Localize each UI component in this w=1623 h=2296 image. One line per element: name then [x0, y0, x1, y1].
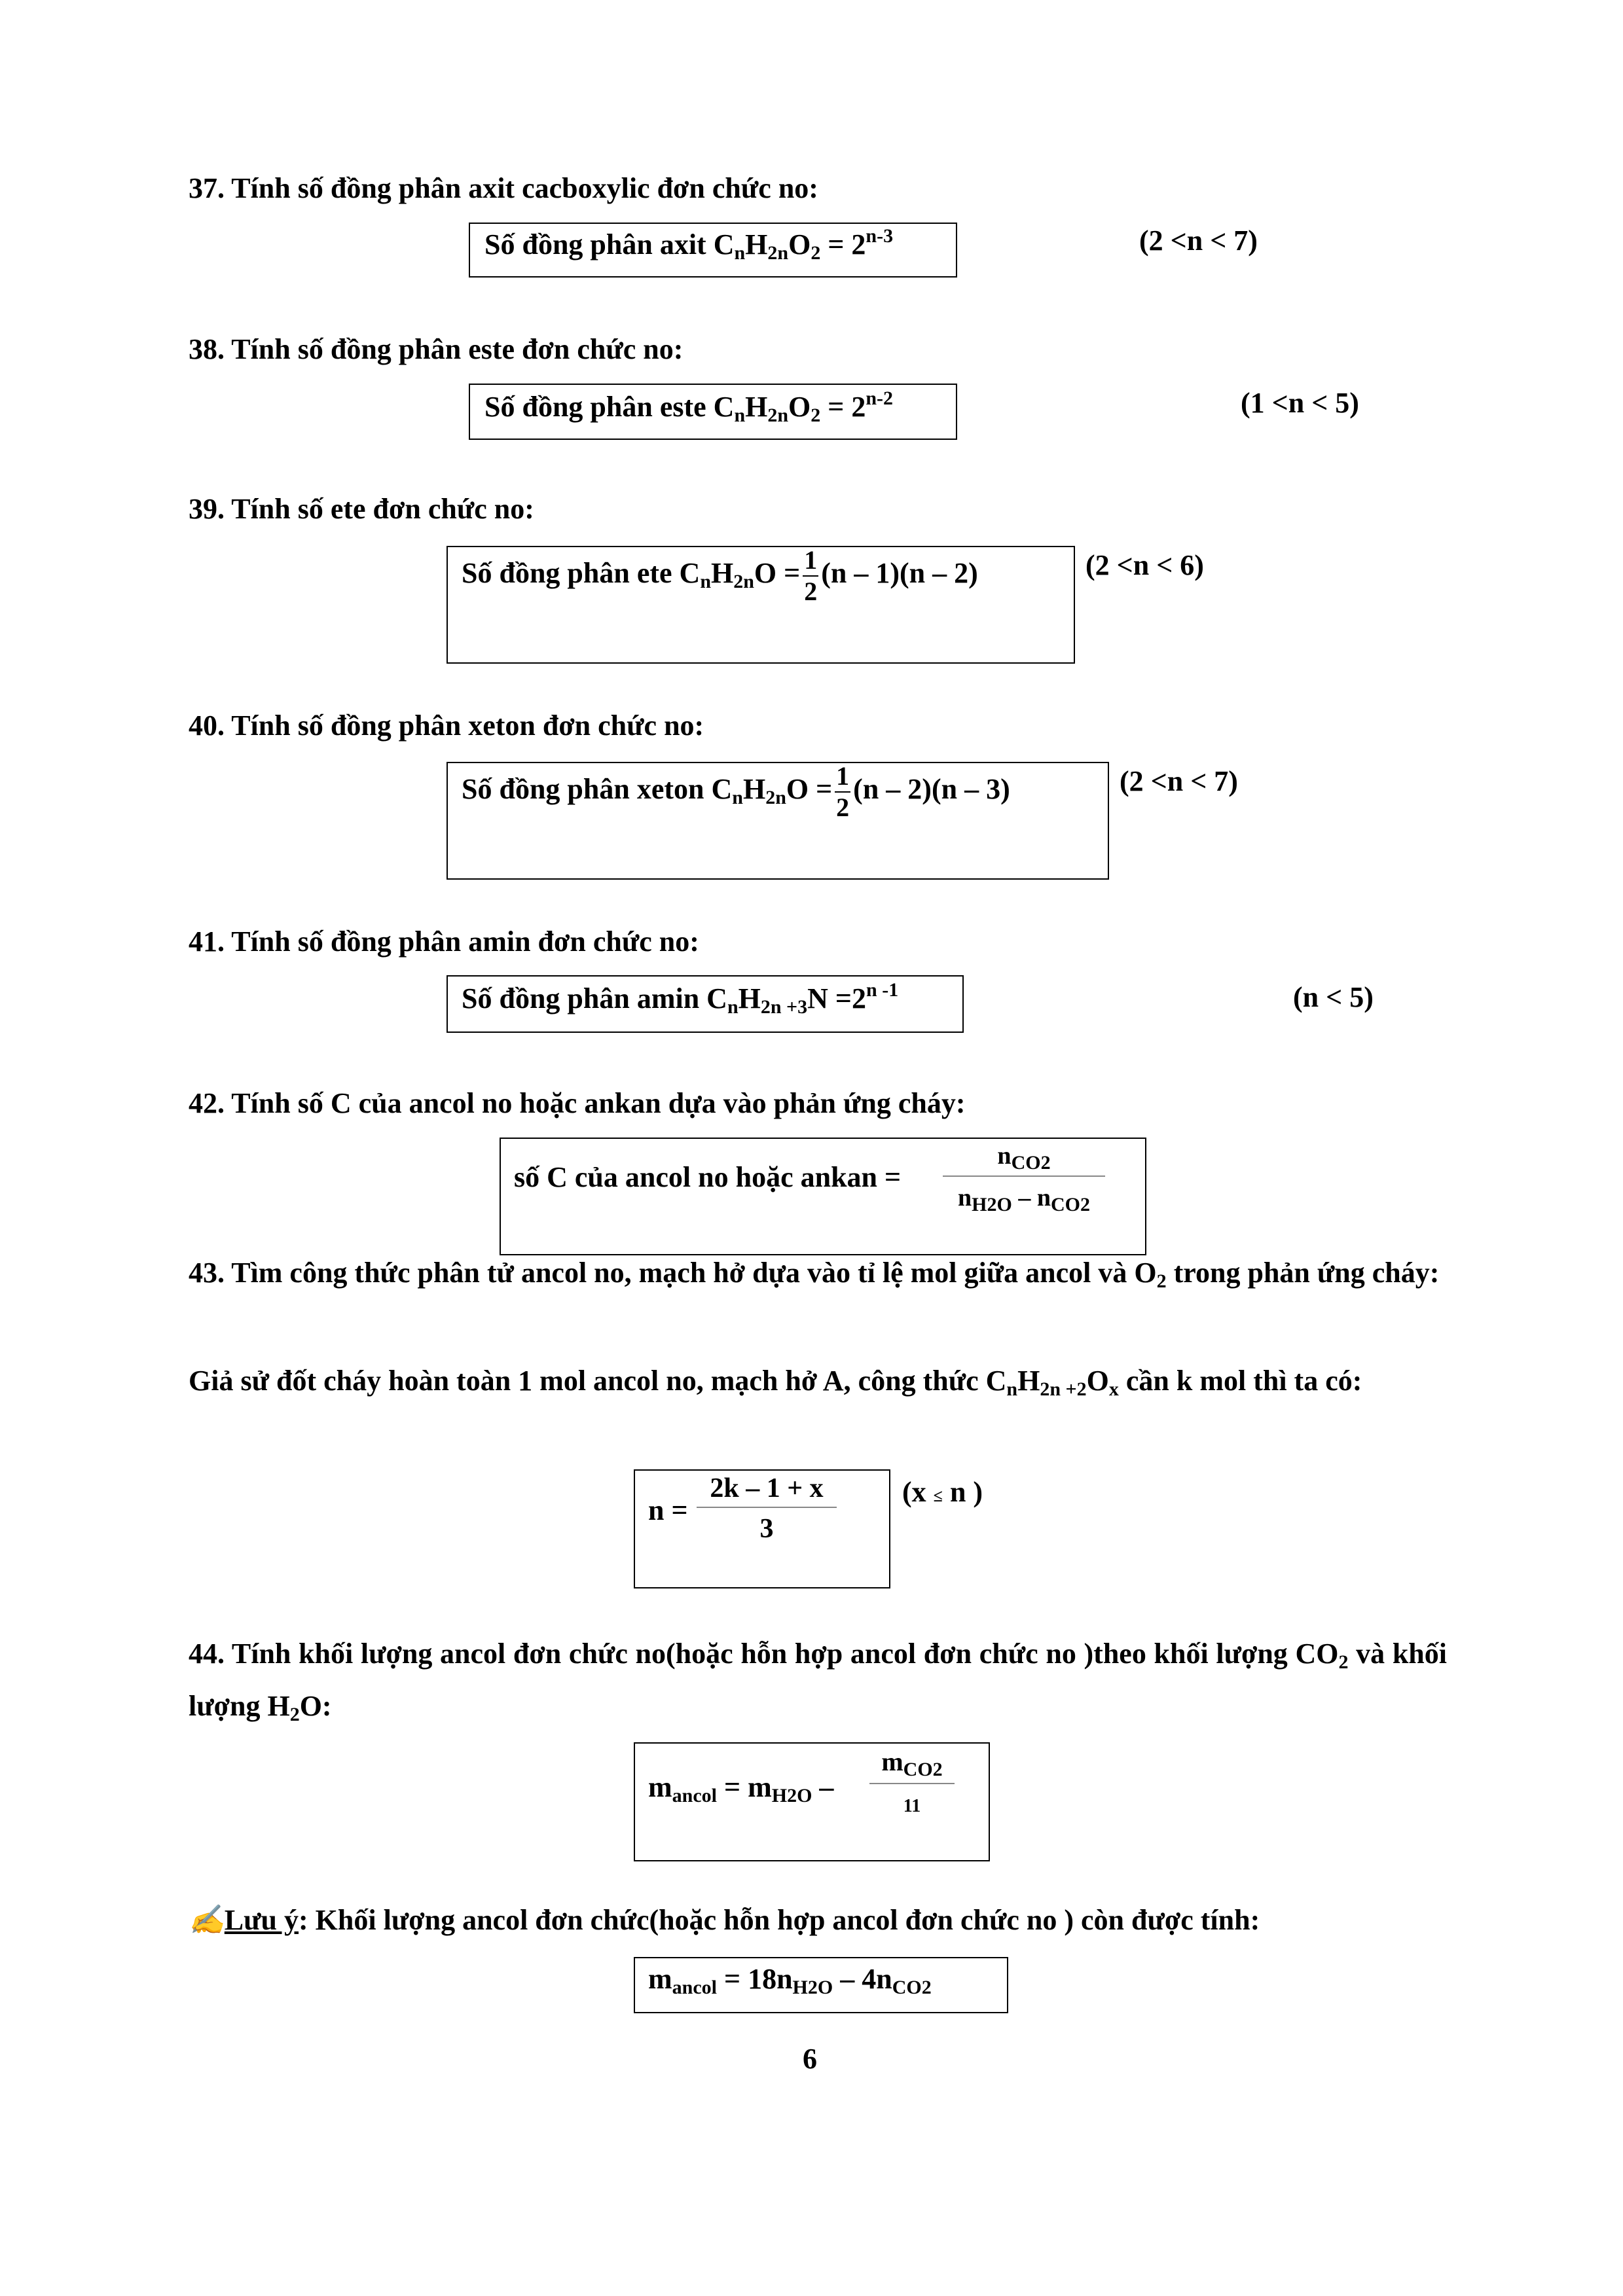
item-43-denominator: 3: [759, 1514, 774, 1544]
note-text: : Khối lượng ancol đơn chức(hoặc hỗn hợp ancol đơn chức no ) còn được tính:: [299, 1904, 1260, 1936]
item-37-formula: Số đồng phân axit $C_nH_{2n}O_2 = 2^{n-3}$: [484, 225, 894, 264]
item-38-formula: Số đồng phân este $C_nH_{2n}O_2 = 2^{n-2}$: [484, 387, 894, 426]
item-42-numerator: $n_{CO2}$: [997, 1142, 1051, 1174]
item-42-formula-lhs: số C của ancol no hoặc ankan =: [514, 1161, 902, 1193]
pen-icon: ✍: [189, 1904, 225, 1936]
note-formula: $m_{ancol} = 18n_{H2O} - 4n_{CO2}$: [648, 1963, 932, 1998]
item-43-condition: (x ≤ n ): [902, 1476, 983, 1508]
item-43-fraction-bar: [697, 1507, 837, 1508]
item-44-denominator: 11: [903, 1796, 921, 1816]
item-41-heading: 41. Tính số đồng phân amin đơn chức no:: [189, 925, 699, 958]
item-44-heading: 44. Tính khối lượng ancol đơn chức no(hoặc hỗn hợp ancol đơn chức no )theo khối lượng $CO_2$ và khối lượng $H_2O$:: [189, 1638, 1447, 1725]
item-42-fraction: [943, 1141, 1105, 1220]
item-42-heading: 42. Tính số C của ancol no hoặc ankan dựa vào phản ứng cháy:: [189, 1087, 966, 1119]
item-39-fraction: $\frac{1}{2}$: [804, 545, 818, 606]
note-line: [189, 1903, 1260, 1938]
item-38-heading: 38. Tính số đồng phân este đơn chức no:: [189, 333, 684, 365]
item-39-condition: (2 <n < 6): [1085, 549, 1204, 581]
item-42-denominator: $n_{H2O} - n_{CO2}$: [958, 1184, 1090, 1215]
page-number: 6: [803, 2043, 817, 2075]
item-37-heading: 37. Tính số đồng phân axit cacboxylic đơn chức no:: [189, 172, 818, 204]
item-40-formula: Số đồng phân xeton $C_nH_{2n}O$ = $\frac{1}{2}$ (n – 2)(n – 3): [462, 761, 1010, 822]
item-40-heading: 40. Tính số đồng phân xeton đơn chức no:: [189, 709, 704, 742]
item-43-fraction: [697, 1473, 837, 1551]
item-38-condition: (1 <n < 5): [1241, 387, 1359, 419]
item-44-formula-lhs: $m_{ancol} = m_{H2O}$ –: [648, 1771, 834, 1806]
item-44-fraction: [869, 1746, 955, 1825]
item-39-heading: 39. Tính số ete đơn chức no:: [189, 493, 534, 525]
item-41-formula: Số đồng phân amin $C_nH_{2n +3}N =2^{n -1}$: [462, 979, 899, 1018]
item-43-lhs: n =: [648, 1494, 688, 1526]
item-37-condition: (2 <n < 7): [1139, 224, 1258, 257]
item-41-condition: (n < 5): [1293, 981, 1374, 1013]
item-40-fraction: $\frac{1}{2}$: [836, 761, 850, 822]
item-40-condition: (2 <n < 7): [1120, 765, 1238, 797]
item-43-heading: 43. Tìm công thức phân tử ancol no, mạch hở dựa vào tỉ lệ mol giữa ancol và $O_2$ trong phản ứng cháy:: [189, 1257, 1440, 1292]
item-43-paragraph: Giả sử đốt cháy hoàn toàn 1 mol ancol no, mạch hở A, công thức $C_nH_{2n +2}O_x$ cần k mol thì ta có:: [189, 1365, 1362, 1400]
item-39-formula: Số đồng phân ete $C_nH_{2n}O$ = $\frac{1}{2}$ (n – 1)(n – 2): [462, 545, 978, 606]
item-43-numerator: 2k – 1 + x: [710, 1473, 824, 1503]
item-44-numerator: $m_{CO2}$: [881, 1747, 943, 1780]
item-42-fraction-bar: [943, 1175, 1105, 1177]
note-label: Lưu ý: [224, 1904, 299, 1936]
item-44-fraction-bar: [869, 1783, 955, 1784]
